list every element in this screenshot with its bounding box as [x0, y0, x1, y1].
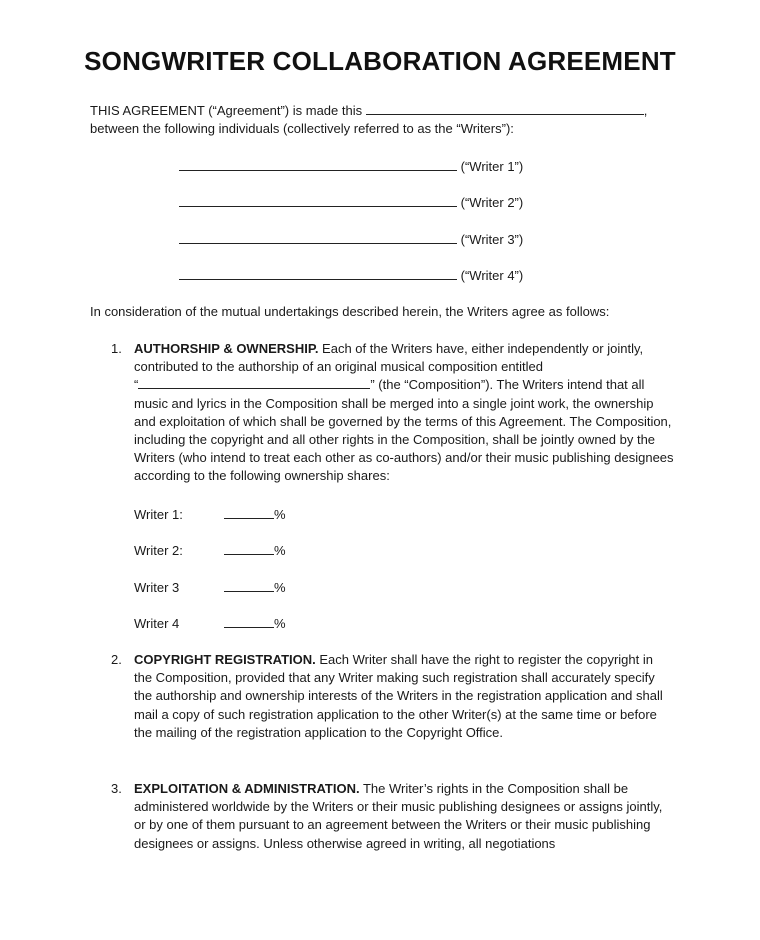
- writer-3-blank[interactable]: [179, 230, 457, 244]
- share-row-1: [134, 505, 286, 522]
- share-3-unit: %: [274, 580, 286, 595]
- writer-2-blank[interactable]: [179, 193, 457, 207]
- intro-line-2: between the following individuals (collectively referred to as the “Writers”):: [90, 121, 514, 136]
- writer-1-blank[interactable]: [179, 157, 457, 171]
- clause-2-number: 2.: [111, 652, 122, 667]
- intro-text: THIS AGREEMENT (“Agreement”) is made this: [90, 103, 363, 118]
- share-row-2: [134, 541, 286, 558]
- share-2-blank[interactable]: [224, 541, 274, 555]
- writer-1-row: [179, 157, 523, 174]
- writer-4-blank[interactable]: [179, 266, 457, 280]
- share-4-label: Writer 4: [134, 616, 180, 631]
- share-3-blank[interactable]: [224, 578, 274, 592]
- clause-1-text-a: Each of the Writers have, either independently or jointly, contributed to the authorship of an original musical composition entitled: [134, 341, 644, 375]
- clause-3-text: The Writer’s rights in the Composition shall be administered worldwide by the Writers or their music publishing designees or assigns jointly, or by one of them pursuant to an agreement between the Writers or their music publishing designees or assigns. Unless otherwise agreed in writing, all negotiations: [134, 781, 663, 851]
- clause-2-text: Each Writer shall have the right to register the copyright in the Composition, provided that any Writer making such registration shall accurately specify the authorship and ownership interests of the Writers in the registration application and shall mail a copy of such registration application to the other Writer(s) at the same time or before the mailing of the registration application to the Copyright Office.: [134, 652, 663, 740]
- share-row-3: [134, 578, 286, 595]
- clause-1-text-b: ” (the “Composition”). The Writers intend that all music and lyrics in the Composition shall be merged into a single joint work, the ownership and exploitation of which shall be governed by the terms of this Agreement. The Composition, including the copyright and all other rights in the Composition, shall be jointly owned by the Writers (who intend to treat each other as co-authors) and/or their music publishing designees according to the following ownership shares:: [134, 377, 674, 484]
- share-1-unit: %: [274, 507, 286, 522]
- clause-1-heading: AUTHORSHIP & OWNERSHIP.: [134, 341, 319, 356]
- clause-1-number: 1.: [111, 341, 122, 356]
- clause-1: [134, 340, 674, 486]
- consideration-text: In consideration of the mutual undertakings described herein, the Writers agree as follows:: [90, 304, 610, 319]
- clause-2-heading: COPYRIGHT REGISTRATION.: [134, 652, 316, 667]
- share-2-label: Writer 2:: [134, 543, 183, 558]
- clause-3: [134, 780, 674, 853]
- document-title: SONGWRITER COLLABORATION AGREEMENT: [84, 46, 676, 76]
- share-1-blank[interactable]: [224, 505, 274, 519]
- writer-3-row: [179, 230, 523, 247]
- date-blank[interactable]: [366, 101, 644, 115]
- intro-line-1: [90, 101, 647, 120]
- clause-3-number: 3.: [111, 781, 122, 796]
- clause-1-quote-open: “: [134, 377, 139, 393]
- share-3-label: Writer 3: [134, 580, 180, 595]
- writer-1-label: (“Writer 1”): [460, 159, 524, 174]
- writer-4-label: (“Writer 4”): [460, 268, 524, 283]
- share-1-label: Writer 1:: [134, 507, 183, 522]
- clause-3-heading: EXPLOITATION & ADMINISTRATION.: [134, 781, 360, 796]
- clause-2: [134, 651, 674, 742]
- share-row-4: [134, 614, 286, 631]
- writer-4-row: [179, 266, 523, 283]
- writer-2-label: (“Writer 2”): [460, 195, 524, 210]
- share-4-blank[interactable]: [224, 614, 274, 628]
- writer-2-row: [179, 193, 523, 210]
- share-2-unit: %: [274, 543, 286, 558]
- writer-3-label: (“Writer 3”): [460, 232, 524, 247]
- share-4-unit: %: [274, 616, 286, 631]
- composition-title-blank[interactable]: [138, 376, 370, 389]
- intro-comma: ,: [643, 103, 648, 118]
